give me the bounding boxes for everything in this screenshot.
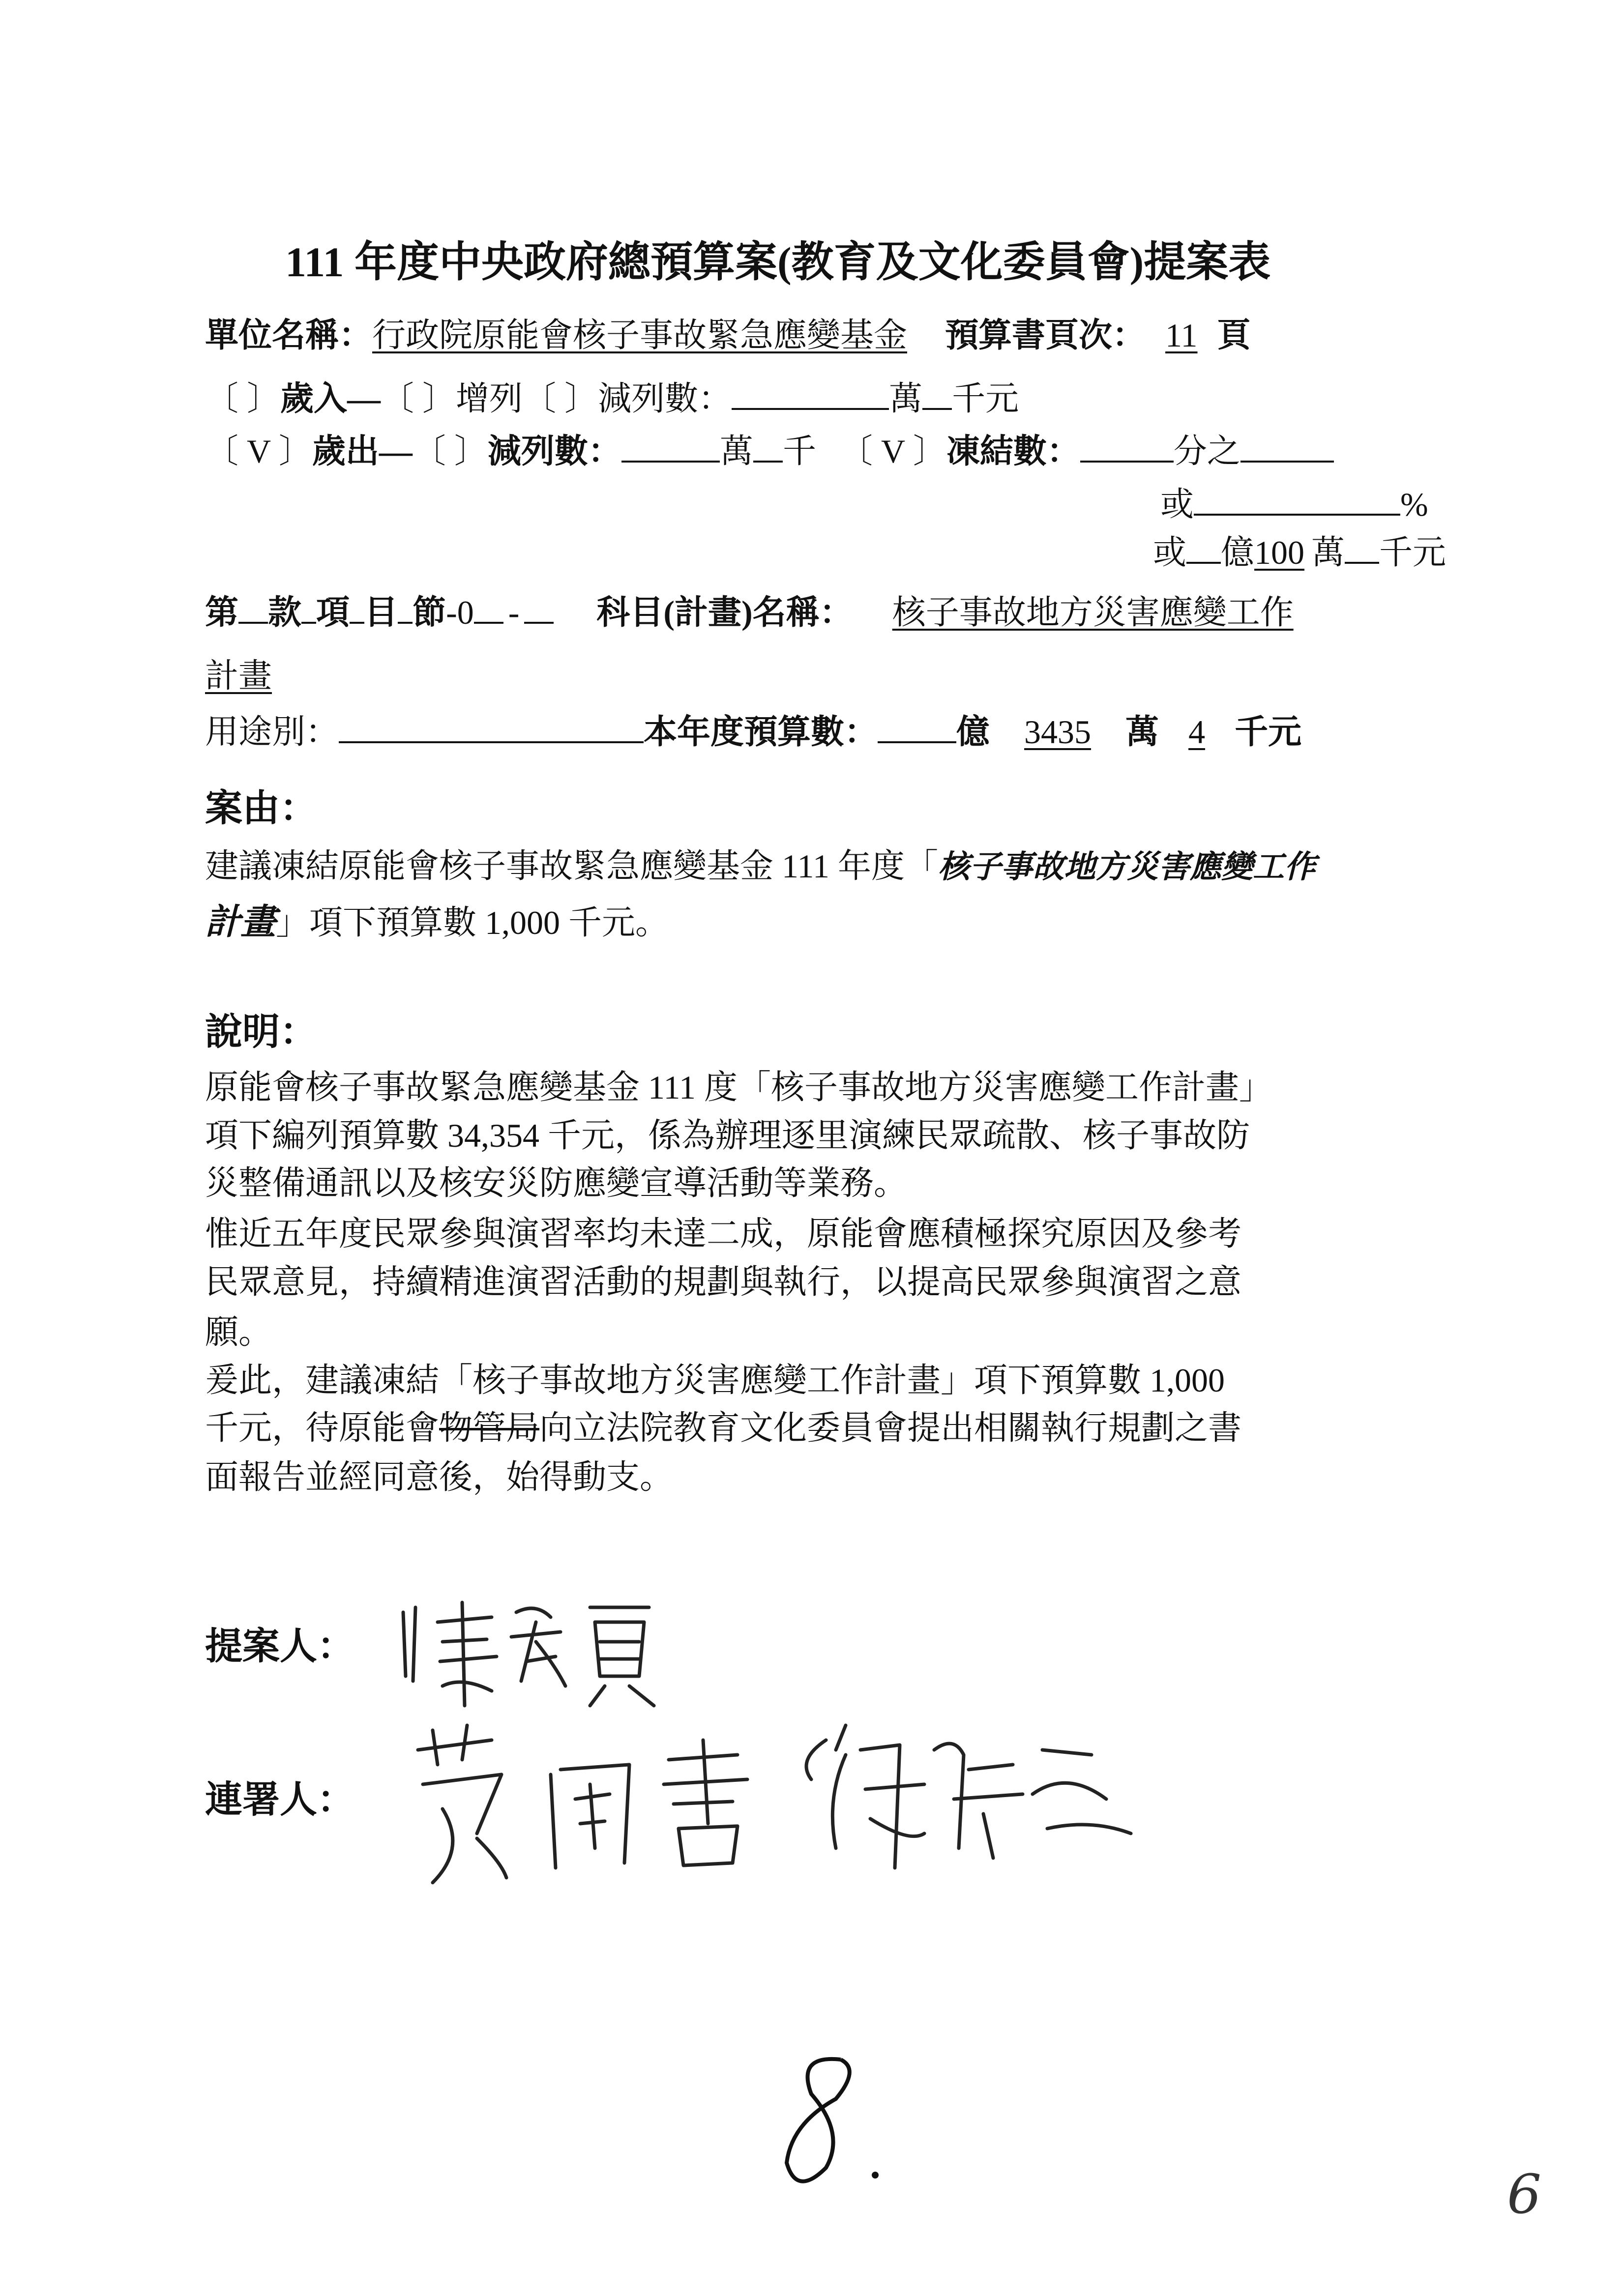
explanation-line: 願。: [205, 1313, 272, 1351]
page-value: 11: [1165, 317, 1198, 354]
struck-text: 物管局: [439, 1409, 540, 1447]
wan-label: 萬: [719, 433, 753, 470]
add-label: 增列: [456, 380, 523, 417]
qianyuan-label: 千元: [1379, 534, 1447, 571]
explanation-line: [205, 1408, 1241, 1448]
plan-name-label: 科目(計畫)名稱：: [596, 594, 853, 631]
explanation-line: 面報告並經同意後，始得動支。: [205, 1458, 674, 1496]
revenue-line: [205, 378, 1019, 418]
blank: [753, 431, 783, 463]
blank: [1345, 532, 1379, 564]
blank: [732, 378, 889, 410]
dash: -: [508, 594, 520, 631]
yi-label: 億: [1221, 534, 1255, 571]
wan-label: 萬: [1311, 534, 1345, 571]
revenue-label: 歲入—: [280, 380, 381, 417]
revenue-checkbox: 〔 〕: [205, 380, 281, 417]
blank: [1186, 532, 1221, 564]
explanation-line: 項下編列預算數 34,354 千元，係為辦理逐里演練民眾疏散、核子事故防: [205, 1117, 1250, 1154]
reason-text: 建議凍結原能會核子事故緊急應變基金 111 年度「: [205, 847, 938, 885]
explanation-line: 原能會核子事故緊急應變基金 111 度「核子事故地方災害應變工作計畫」: [205, 1069, 1272, 1106]
handwritten-number: [767, 2050, 885, 2197]
amount-line: [1153, 532, 1446, 572]
kuan-label: 款: [268, 594, 302, 631]
reason-heading: 案由：: [205, 788, 317, 829]
percent-label: %: [1400, 486, 1428, 523]
fen-label: 分之: [1173, 433, 1240, 470]
qianyuan-label: 千元: [952, 380, 1019, 417]
unit-value: 行政院原能會核子事故緊急應變基金: [372, 317, 908, 354]
unit-line: [205, 316, 1251, 355]
explanation-text: 千元，待原能會: [205, 1409, 440, 1447]
unit-label: 單位名稱：: [205, 317, 373, 354]
or-label: 或: [1160, 486, 1194, 523]
cosigners-label: 連署人：: [205, 1779, 354, 1821]
reason-handwritten: 核子事故地方災害應變工作: [938, 849, 1316, 885]
expense-line: [205, 431, 1334, 471]
expense-label: 歲出—: [312, 433, 413, 470]
budget-wan-value: 3435: [1024, 713, 1092, 751]
page-title: 111 年度中央政府總預算案(教育及文化委員會)提案表: [285, 238, 1271, 286]
budget-qian-value: 4: [1188, 713, 1206, 751]
reason-line-1: [205, 846, 1316, 887]
expense-checkbox: 〔 V 〕: [205, 433, 312, 470]
freeze-label: 凍結數：: [946, 433, 1080, 470]
yi-label: 億: [956, 713, 990, 751]
usage-line: [205, 712, 1301, 752]
budget-label: 本年度預算數：: [644, 713, 878, 751]
or-label: 或: [1153, 534, 1187, 571]
page-suffix: 頁: [1217, 317, 1251, 354]
explanation-line: 民眾意見，持續精進演習活動的規劃與執行，以提高民眾參與演習之意: [205, 1263, 1242, 1301]
qianyuan-label: 千元: [1235, 713, 1302, 751]
blank: [339, 712, 644, 743]
xiang-label: 項: [316, 594, 350, 631]
item-code: -0: [446, 594, 474, 631]
blank: [1194, 484, 1400, 516]
reason-handwritten-2: 計畫: [205, 901, 276, 942]
usage-label: 用途別：: [205, 713, 339, 751]
blank: [922, 378, 952, 410]
cosigner-signatures: [403, 1720, 1288, 1897]
proposer-label: 提案人：: [205, 1626, 354, 1667]
reason-text-2: 」項下預算數 1,000 千元。: [276, 904, 669, 941]
proposer-signature: [393, 1593, 688, 1720]
explanation-text: 向立法院教育文化委員會提出相關執行規劃之書: [539, 1409, 1242, 1447]
blank: [621, 431, 720, 463]
reason-line-2: [205, 902, 669, 942]
page-label: 預算書頁次：: [945, 317, 1146, 354]
explanation-line: 惟近五年度民眾參與演習率均未達二成，原能會應積極探究原因及參考: [205, 1215, 1242, 1252]
item-line: [205, 592, 1294, 632]
cut-checkbox: 〔 〕: [523, 380, 598, 417]
cut-label: 減列數：: [598, 380, 732, 417]
explanation-line: 爰此，建議凍結「核子事故地方災害應變工作計畫」項下預算數 1,000: [205, 1362, 1225, 1399]
explanation-line: 災整備通訊以及核安災防應變宣導活動等業務。: [205, 1164, 908, 1202]
di-label: 第: [205, 594, 239, 631]
add-checkbox: 〔 〕: [381, 380, 456, 417]
page-mark: 6: [1507, 2163, 1541, 2226]
qian-label: 千: [782, 433, 816, 470]
cut-label: 減列數：: [487, 433, 621, 470]
wan-label: 萬: [889, 380, 923, 417]
cut-checkbox: 〔 〕: [412, 433, 488, 470]
wan-label: 萬: [1125, 713, 1159, 751]
freeze-amount: 100: [1254, 534, 1305, 571]
plan-name-continued: [205, 656, 498, 696]
explanation-heading: 說明：: [205, 1012, 317, 1053]
mu-label: 目: [364, 594, 398, 631]
plan-name-value: 核子事故地方災害應變工作: [892, 594, 1294, 631]
plan-name-value-2: 計畫: [205, 657, 272, 695]
jie-label: 節: [413, 594, 446, 631]
percent-line: [1160, 484, 1428, 524]
blank: [1240, 431, 1334, 463]
freeze-checkbox: 〔 V 〕: [839, 433, 946, 470]
blank: [1080, 431, 1174, 463]
